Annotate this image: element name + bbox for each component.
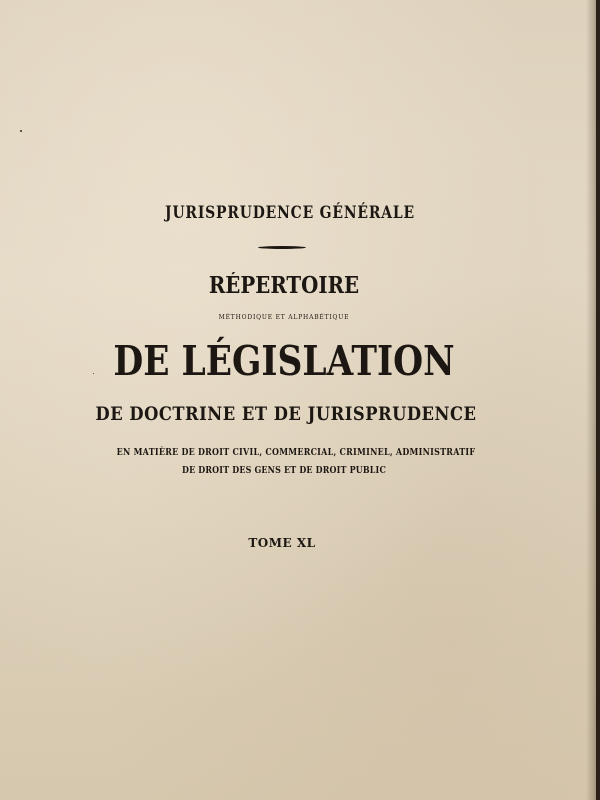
series-title: JURISPRUDENCE GÉNÉRALE <box>165 203 415 223</box>
paper-speck <box>93 373 94 374</box>
main-title: DE LÉGISLATION <box>113 337 455 385</box>
paper-speck <box>20 130 22 132</box>
decorative-rule <box>258 246 306 249</box>
subheading: MÉTHODIQUE ET ALPHABÉTIQUE <box>218 314 350 321</box>
heading: RÉPERTOIRE <box>208 272 360 299</box>
page-edge <box>596 0 600 800</box>
scope-line-2: DE DROIT DES GENS ET DE DROIT PUBLIC <box>181 465 386 476</box>
secondary-title: DE DOCTRINE ET DE JURISPRUDENCE <box>95 403 477 425</box>
volume-number: TOME XL <box>248 536 316 550</box>
scope-line-1: EN MATIÈRE DE DROIT CIVIL, COMMERCIAL, CRIMINEL, ADMINISTRATIF <box>116 447 476 458</box>
